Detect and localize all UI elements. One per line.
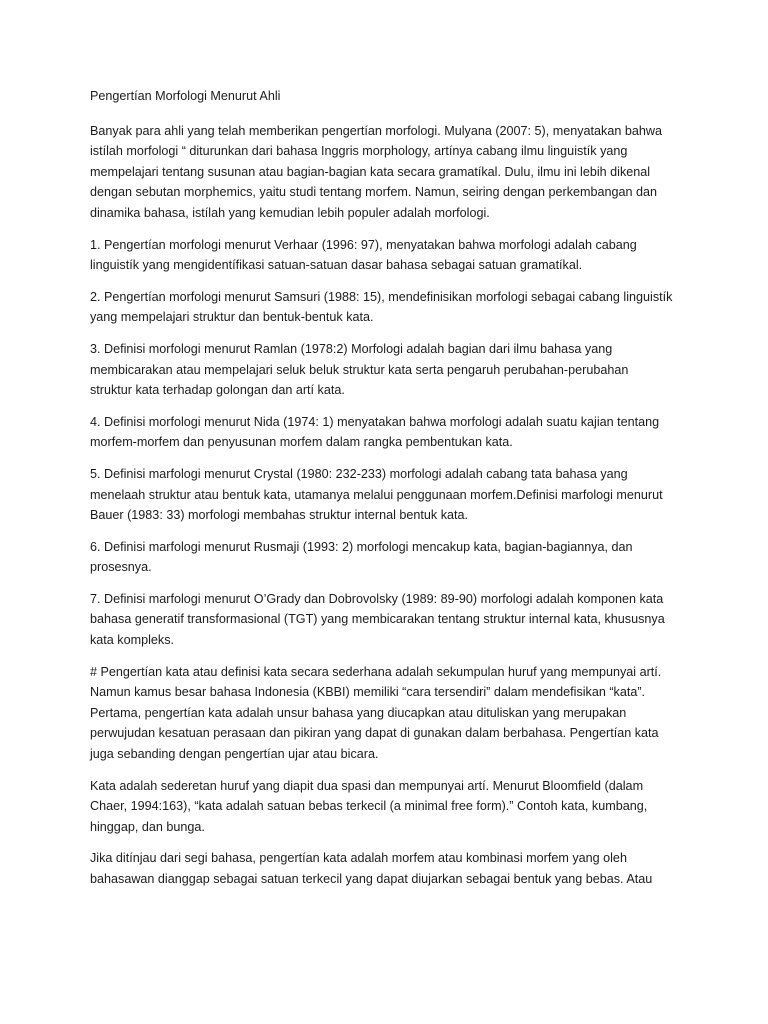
paragraph (90, 287, 708, 328)
paragraph-line: Pertama, pengertían kata adalah unsur bahasa yang diucapkan atau dituliskan yang merupakan (90, 705, 627, 720)
paragraph-line: Chaer, 1994:163), “kata adalah satuan bebas terkecil (a minimal free form).” Contoh kata, kumbang, (90, 799, 648, 814)
paragraph (90, 776, 708, 838)
paragraph-line: 7. Definisi marfologi menurut O’Grady dan Dobrovolsky (1989: 89-90) morfologi adalah komponen kata (90, 591, 664, 606)
paragraph (90, 662, 708, 765)
paragraph (90, 589, 708, 651)
paragraph (90, 848, 708, 889)
paragraph (90, 121, 708, 224)
paragraph-line: 1. Pengertían morfologi menurut Verhaar (1996: 97), menyatakan bahwa morfologi adalah cabang (90, 237, 637, 252)
paragraph (90, 235, 708, 276)
paragraph-line: prosesnya. (90, 560, 152, 575)
paragraph-line: 6. Definisi marfologi menurut Rusmaji (1993: 2) morfologi mencakup kata, bagian-bagiannya, dan (90, 539, 633, 554)
paragraph-line: linguistík yang mengidentífikasi satuan-satuan dasar bahasa sebagai satuan gramatíkal. (90, 258, 583, 273)
paragraph-line: 2. Pengertían morfologi menurut Samsuri (1988: 15), mendefinisikan morfologi sebagai cabang linguistík (90, 289, 673, 304)
paragraph-line: hinggap, dan bunga. (90, 819, 205, 834)
document-body (90, 121, 708, 890)
paragraph-line: perwujudan kesatuan perasaan dan pikiran yang dapat di gunakan dalam berbahasa. Pengertían kata (90, 726, 659, 741)
paragraph (90, 537, 708, 578)
paragraph-line: kata kompleks. (90, 633, 174, 648)
paragraph-line: # Pengertían kata atau definisi kata secara sederhana adalah sekumpulan huruf yang mempunyai artí. (90, 664, 662, 679)
paragraph-line: struktur kata terhadap golongan dan artí kata. (90, 383, 345, 398)
paragraph (90, 464, 708, 526)
paragraph-line: dengan sebutan morphemics, yaitu studi tentang morfem. Namun, seiring dengan perkembangan dan (90, 185, 658, 200)
paragraph-line: juga sebanding dengan pengertían ujar atau bicara. (90, 747, 379, 762)
paragraph-line: 4. Definisi morfologi menurut Nida (1974: 1) menyatakan bahwa morfologi adalah suatu kajian tentang (90, 414, 660, 429)
paragraph-line: Banyak para ahli yang telah memberikan pengertían morfologi. Mulyana (2007: 5), menyatakan bahwa (90, 123, 662, 138)
paragraph-line: 5. Definisi marfologi menurut Crystal (1980: 232-233) morfologi adalah cabang tata bahasa yang (90, 466, 628, 481)
paragraph-line: menelaah struktur atau bentuk kata, utamanya melalui penggunaan morfem.Definisi marfologi menurut (90, 487, 663, 502)
paragraph-line: Namun kamus besar bahasa Indonesia (KBBI) memiliki “cara tersendiri” dalam mendefisikan “kata”. (90, 685, 646, 700)
paragraph-line: membicarakan atau mempelajari seluk beluk struktur kata serta pengaruh perubahan-perubahan (90, 362, 629, 377)
paragraph-line: morfem-morfem dan penyusunan morfem dalam rangka pembentukan kata. (90, 435, 513, 450)
paragraph-line: istílah morfologi “ diturunkan dari bahasa Inggris morphology, artínya cabang ilmu linguistík yang (90, 144, 628, 159)
paragraph (90, 412, 708, 453)
document-title: Pengertían Morfologi Menurut Ahli (90, 89, 281, 103)
paragraph-line: Jika ditínjau dari segi bahasa, pengertían kata adalah morfem atau kombinasi morfem yang oleh (90, 851, 627, 866)
paragraph-line: Kata adalah sederetan huruf yang diapit dua spasi dan mempunyai artí. Menurut Bloomfield (dalam (90, 778, 644, 793)
paragraph-line: Bauer (1983: 33) morfologi membahas struktur internal bentuk kata. (90, 508, 469, 523)
paragraph-line: bahasawan dianggap sebagai satuan terkecil yang dapat diujarkan sebagai bentuk yang bebas. Atau (90, 872, 653, 886)
paragraph-line: mempelajari tentang susunan atau bagian-bagian kata secara gramatíkal. Dulu, ilmu ini lebih dikenal (90, 164, 651, 179)
paragraph-line: bahasa generatif transformasional (TGT) yang membicarakan tentang struktur internal kata, khususnya (90, 612, 665, 627)
paragraph-line: yang mempelajari struktur dan bentuk-bentuk kata. (90, 310, 374, 325)
paragraph-line: dinamika bahasa, istílah yang kemudian lebih populer adalah morfologi. (90, 205, 490, 220)
paragraph-line: 3. Definisi morfologi menurut Ramlan (1978:2) Morfologi adalah bagian dari ilmu bahasa yang (90, 341, 613, 356)
paragraph (90, 339, 708, 401)
